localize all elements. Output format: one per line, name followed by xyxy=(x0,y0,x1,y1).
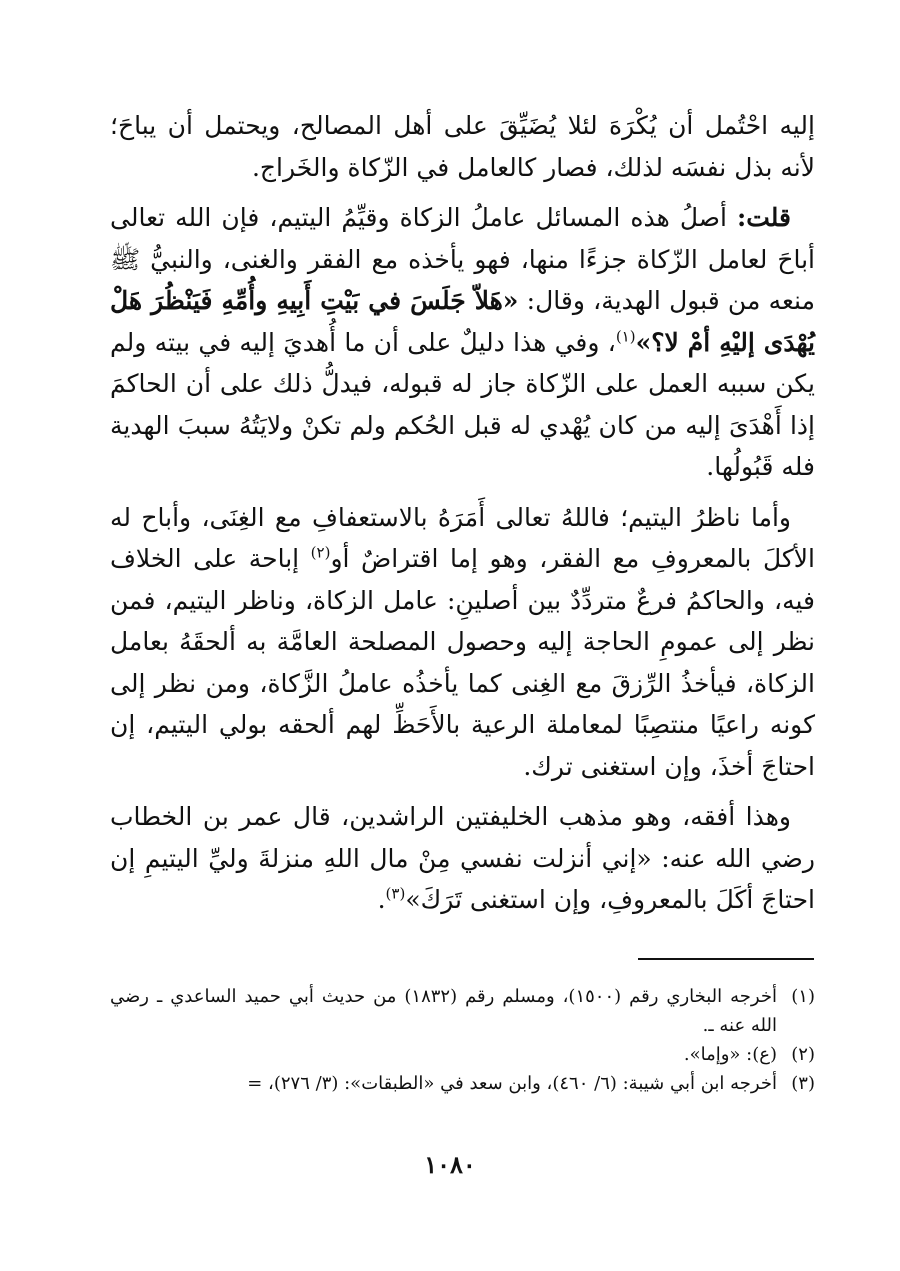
paragraph-3 xyxy=(110,497,815,788)
footnote-ref-3[interactable]: (٣) xyxy=(385,884,406,903)
footnote-ref-2[interactable]: (٢) xyxy=(310,543,331,562)
page-number: ١٠٨٠ xyxy=(424,1150,476,1179)
paragraph-4-text-b: . xyxy=(377,885,386,914)
footnote-divider xyxy=(638,958,814,960)
paragraph-1-text: إليه احْتُمل أن يُكْرَهَ لئلا يُضَيِّقَ على أهل المصالح، ويحتمل أن يباحَ؛ لأنه بذل نفسَه لذلك، فصار كالعامل في الزّكاة والخَراج. xyxy=(110,111,815,182)
footnote-1-text: أخرجه البخاري رقم (١٥٠٠)، ومسلم رقم (١٨٣٢) من حديث أبي حميد الساعدي ـ رضي الله عنه ـ. xyxy=(110,986,777,1036)
paragraph-2-text-a: أصلُ هذه المسائل عاملُ الزكاة وقيِّمُ اليتيم، فإن الله تعالى أباحَ لعامل الزّكاة جزءًا منها، فهو يأخذه مع الفقر والغنى، والنبيُّ ﷺ منعه من قبول الهدية، وقال: xyxy=(110,203,815,315)
main-text xyxy=(110,105,815,930)
footnote-3-text: أخرجه ابن أبي شيبة: (٦/ ٤٦٠)، وابن سعد في «الطبقات»: (٣/ ٢٧٦)، = xyxy=(247,1073,777,1094)
paragraph-4 xyxy=(110,796,815,921)
footnote-2-text: (ع): «وإما». xyxy=(683,1044,777,1065)
footnotes xyxy=(110,982,815,1098)
paragraph-2-keyword: قلت: xyxy=(736,203,791,232)
footnote-1-number: (١) xyxy=(791,986,815,1007)
paragraph-2 xyxy=(110,197,815,488)
footnote-3 xyxy=(110,1069,815,1098)
footnote-2-number: (٢) xyxy=(791,1044,815,1065)
footnote-ref-1[interactable]: (١) xyxy=(615,327,636,346)
paragraph-4-text-a: وهذا أفقه، وهو مذهب الخليفتين الراشدين، قال عمر بن الخطاب رضي الله عنه: «إني أنزلت نفسي مِنْ مال اللهِ منزلةَ وليِّ اليتيمِ إن احتاجَ أكَلَ بالمعروفِ، وإن استغنى تَرَكَ» xyxy=(110,802,815,914)
paragraph-1 xyxy=(110,105,815,188)
footnote-1 xyxy=(110,982,815,1040)
footnote-2 xyxy=(110,1040,815,1069)
footnote-3-number: (٣) xyxy=(791,1073,815,1094)
paragraph-2-text-b: ، وفي هذا دليلٌ على أن ما أُهديَ إليه في بيته ولم يكن سببه العمل على الزّكاة جاز له قبوله، فيدلُّ ذلك على أن الحاكمَ إذا أَهْدَىَ إليه من كان يُهْدي له قبل الحُكم ولم تكنْ ولايَتُهُ سببَ الهدية فله قَبُولُها. xyxy=(110,327,815,481)
paragraph-3-text-a: وأما ناظرُ اليتيم؛ فاللهُ تعالى أَمَرَهُ بالاستعفافِ مع الغِنَى، وأباح له الأكلَ بالمعروفِ مع الفقر، وهو إما اقتراضٌ أو xyxy=(110,502,815,573)
hadith-quote: «هَلاّ جَلَسَ في بَيْتِ أَبِيهِ وأُمِّهِ فَيَنْظُرَ هَلْ يُهْدَى إليْهِ أمْ لا؟» xyxy=(110,286,815,357)
paragraph-3-text-b: إباحة على الخلاف فيه، والحاكمُ فرعٌ متردِّدٌ بين أصلينِ: عامل الزكاة، وناظر اليتيم، فمن نظر إلى عمومِ الحاجة إليه وحصول المصلحة العامَّة به ألحقَهُ بعامل الزكاة، فيأخذُ الرِّزقَ مع الغِنى كما يأخذُه عاملُ الزَّكاة، ومن نظر إلى كونه راعيًا منتصِبًا لمعاملة الرعية بالأَحَظِّ لهم ألحقه بولي اليتيم، إن احتاجَ أخذَ، وإن استغنى ترك. xyxy=(110,544,815,781)
